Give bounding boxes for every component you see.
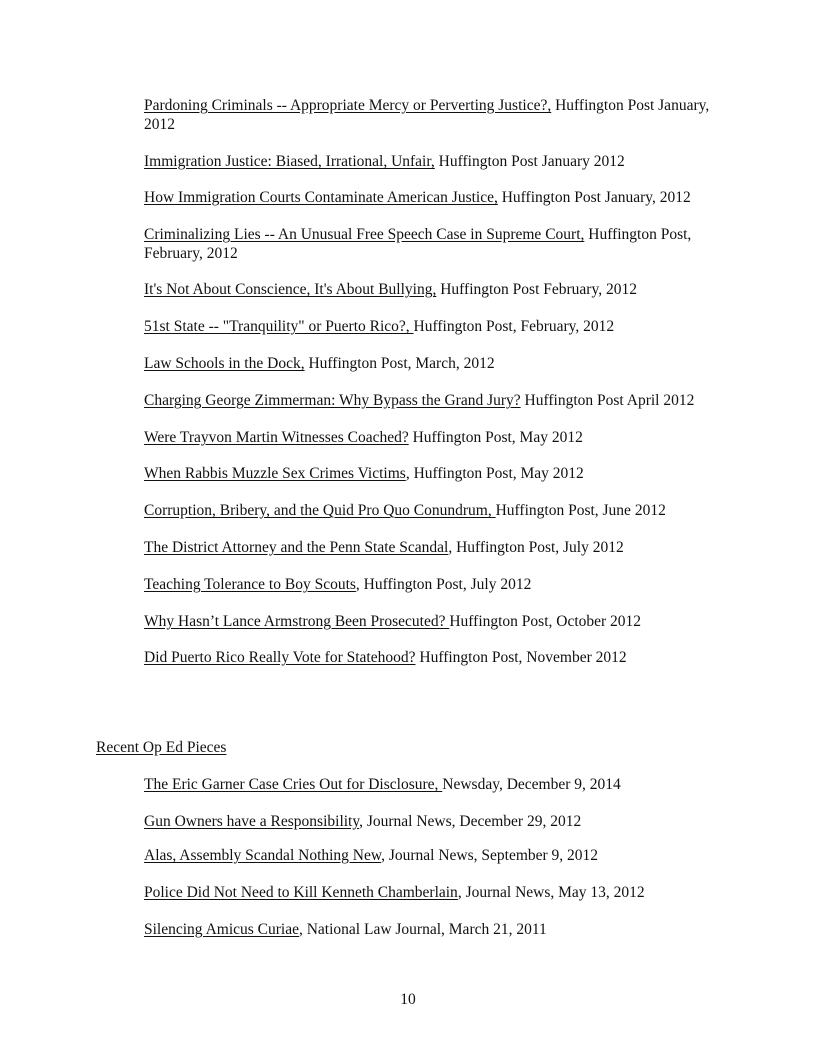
op-ed-source: , National Law Journal, March 21, 2011: [298, 921, 547, 938]
article-title[interactable]: Law Schools in the Dock,: [144, 355, 305, 372]
op-ed-source: , Journal News, May 13, 2012: [457, 884, 645, 901]
article-entry: [144, 152, 724, 171]
op-ed-entry: [144, 775, 724, 794]
article-source: Huffington Post April 2012: [520, 392, 695, 409]
op-ed-title[interactable]: Alas, Assembly Scandal Nothing New: [144, 847, 382, 864]
article-source: , Huffington Post, July 2012: [355, 576, 532, 593]
article-entry: [144, 188, 724, 207]
article-entry: [144, 575, 724, 594]
article-title[interactable]: Why Hasn’t Lance Armstrong Been Prosecuted?: [144, 613, 450, 630]
article-title[interactable]: Teaching Tolerance to Boy Scouts: [144, 576, 356, 593]
op-ed-entry: [144, 812, 724, 831]
op-ed-title[interactable]: Silencing Amicus Curiae: [144, 921, 299, 938]
op-ed-entry: [144, 846, 724, 865]
article-title[interactable]: Criminalizing Lies -- An Unusual Free Speech Case in Supreme Court,: [144, 226, 585, 243]
article-source: , Huffington Post, July 2012: [448, 539, 624, 556]
article-title[interactable]: 51st State -- "Tranquility" or Puerto Rico?,: [144, 318, 414, 335]
article-title[interactable]: Did Puerto Rico Really Vote for Statehood?: [144, 649, 416, 666]
article-title[interactable]: Charging George Zimmerman: Why Bypass the Grand Jury?: [144, 392, 521, 409]
article-entry: [144, 225, 724, 263]
article-source: Huffington Post, March, 2012: [304, 355, 495, 372]
article-source: Huffington Post, May 2012: [408, 429, 583, 446]
article-entry: [144, 648, 724, 667]
article-entry: [144, 391, 724, 410]
article-title[interactable]: The District Attorney and the Penn State Scandal: [144, 539, 449, 556]
article-entry: [144, 464, 724, 483]
section-heading-op-ed: Recent Op Ed Pieces: [96, 739, 227, 756]
article-source: Huffington Post, February, 2012: [413, 318, 615, 335]
article-entry: [144, 280, 724, 299]
article-title[interactable]: Pardoning Criminals -- Appropriate Mercy or Perverting Justice?,: [144, 97, 552, 114]
article-entry: [144, 612, 724, 631]
op-ed-entry: [144, 920, 724, 939]
article-entry: [144, 501, 724, 520]
article-entry: [144, 428, 724, 447]
article-source: Huffington Post, October 2012: [449, 613, 642, 630]
article-title[interactable]: Corruption, Bribery, and the Quid Pro Quo Conundrum,: [144, 502, 496, 519]
article-entry: [144, 96, 724, 134]
op-ed-title[interactable]: Police Did Not Need to Kill Kenneth Chamberlain: [144, 884, 458, 901]
article-source: Huffington Post, February, 2012: [144, 226, 692, 262]
op-ed-title[interactable]: The Eric Garner Case Cries Out for Disclosure,: [144, 776, 443, 793]
article-source: Huffington Post, June 2012: [495, 502, 666, 519]
article-title[interactable]: Immigration Justice: Biased, Irrational, Unfair,: [144, 153, 435, 170]
op-ed-source: , Journal News, September 9, 2012: [381, 847, 599, 864]
op-ed-title[interactable]: Gun Owners have a Responsibility: [144, 813, 360, 830]
article-title[interactable]: How Immigration Courts Contaminate American Justice,: [144, 189, 498, 206]
op-ed-source: Newsday, December 9, 2014: [442, 776, 621, 793]
article-entry: [144, 317, 724, 336]
article-source: Huffington Post February, 2012: [436, 281, 637, 298]
article-source: Huffington Post January, 2012: [497, 189, 691, 206]
article-source: Huffington Post January, 2012: [144, 97, 710, 133]
article-entry: [144, 354, 724, 373]
article-source: , Huffington Post, May 2012: [405, 465, 584, 482]
article-title[interactable]: When Rabbis Muzzle Sex Crimes Victims: [144, 465, 406, 482]
article-entry: [144, 538, 724, 557]
op-ed-source: , Journal News, December 29, 2012: [359, 813, 582, 830]
page-number: 10: [400, 991, 416, 1008]
article-title[interactable]: It's Not About Conscience, It's About Bullying,: [144, 281, 437, 298]
article-source: Huffington Post, November 2012: [415, 649, 627, 666]
article-source: Huffington Post January 2012: [434, 153, 625, 170]
op-ed-entry: [144, 883, 724, 902]
article-title[interactable]: Were Trayvon Martin Witnesses Coached?: [144, 429, 409, 446]
